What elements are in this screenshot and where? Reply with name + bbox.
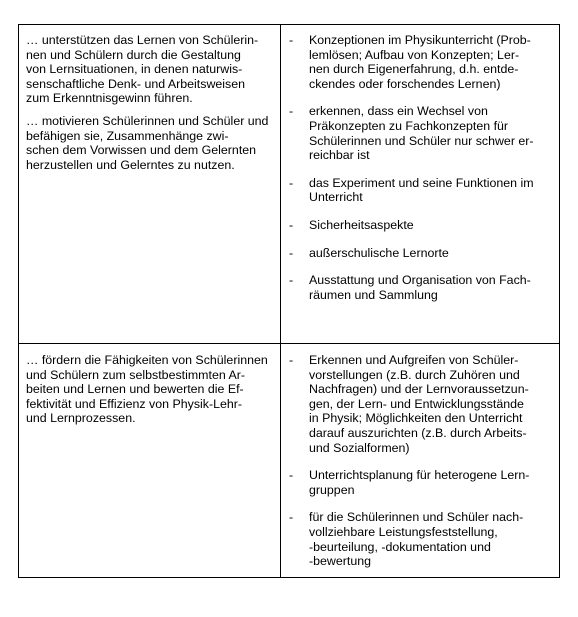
text-line: zum Erkenntnisgewinn führen. xyxy=(26,91,193,106)
content-list-item xyxy=(288,176,551,205)
list-item-text xyxy=(309,176,551,205)
text-line: vollziehbare Leistungsfeststellung, xyxy=(309,524,498,539)
text-line: nen durch Eigenerfahrung, d.h. entde- xyxy=(309,62,519,77)
list-item-text xyxy=(309,33,551,91)
dash-bullet: - xyxy=(289,245,294,260)
text-line: lemlösen; Aufbau von Konzepten; Ler- xyxy=(309,47,520,62)
table-row xyxy=(19,344,560,578)
competence-table xyxy=(18,24,560,578)
left-cell xyxy=(19,344,281,578)
text-line: befähigen sie, Zusammenhänge zwi- xyxy=(26,128,229,143)
text-line: erkennen, dass ein Wechsel von xyxy=(309,104,488,119)
list-item-text xyxy=(309,273,551,302)
text-line: fektivität und Effizienz von Physik-Lehr- xyxy=(26,396,243,411)
dash-bullet: - xyxy=(289,510,294,525)
content-list-item xyxy=(288,468,551,497)
text-line: und Sozialformen) xyxy=(309,440,410,455)
dash-bullet: - xyxy=(289,217,294,232)
text-line: außerschulische Lernorte xyxy=(309,245,449,260)
text-line: schen dem Vorwissen und dem Gelernten xyxy=(26,143,257,158)
text-line: gen, der Lern- und Entwicklungsstände xyxy=(309,396,524,411)
list-item-text xyxy=(309,218,551,233)
text-line: … unterstützen das Lernen von Schülerin- xyxy=(26,33,259,47)
content-list-item xyxy=(288,273,551,302)
dash-bullet: - xyxy=(289,353,294,367)
content-list-item xyxy=(288,510,551,568)
text-line: Unterricht xyxy=(309,190,363,205)
list-item-text xyxy=(309,246,551,261)
text-line: gruppen xyxy=(309,482,355,497)
text-line: nen und Schülern durch die Gestaltung xyxy=(26,47,241,62)
table-row xyxy=(19,25,560,344)
text-line: reichbar ist xyxy=(309,148,370,163)
list-item-text xyxy=(309,510,551,568)
text-line: räumen und Sammlung xyxy=(309,287,438,302)
dash-bullet: - xyxy=(289,104,294,119)
content-list-item xyxy=(288,353,551,455)
dash-bullet: - xyxy=(289,273,294,288)
text-line: Ausstattung und Organisation von Fach- xyxy=(309,273,531,288)
text-line: das Experiment und seine Funktionen im xyxy=(309,175,534,190)
text-line: für die Schülerinnen und Schüler nach- xyxy=(309,510,524,525)
text-line: darauf auszurichten (z.B. durch Arbeits- xyxy=(309,425,527,440)
competence-description xyxy=(26,114,272,172)
text-line: beiten und Lernen und bewerten die Ef- xyxy=(26,382,244,397)
left-cell xyxy=(19,25,281,344)
text-line: … fördern die Fähigkeiten von Schülerinnen xyxy=(26,353,268,367)
content-list-item xyxy=(288,104,551,162)
text-line: herzustellen und Gelerntes zu nutzen. xyxy=(26,157,235,172)
text-line: Sicherheitsaspekte xyxy=(309,217,414,232)
content-list-item xyxy=(288,246,551,261)
text-line: Nachfragen) und der Lernvoraussetzun- xyxy=(309,382,529,397)
text-line: Erkennen und Aufgreifen von Schüler- xyxy=(309,353,519,367)
list-item-text xyxy=(309,104,551,162)
right-cell xyxy=(281,344,560,578)
text-line: Präkonzepten zu Fachkonzepten für xyxy=(309,118,509,133)
text-line: ckendes oder forschendes Lernen) xyxy=(309,76,501,91)
text-line: und Lernprozessen. xyxy=(26,411,136,426)
text-line: in Physik; Möglichkeiten den Unterricht xyxy=(309,411,523,426)
right-cell xyxy=(281,25,560,344)
text-line: Unterrichtsplanung für heterogene Lern- xyxy=(309,468,530,483)
text-line: Schülerinnen und Schüler nur schwer er- xyxy=(309,133,534,148)
dash-bullet: - xyxy=(289,175,294,190)
text-line: vorstellungen (z.B. durch Zuhören und xyxy=(309,367,520,382)
text-line: und Schülern zum selbstbestimmten Ar- xyxy=(26,367,245,382)
competence-description xyxy=(26,33,272,106)
content-list-item xyxy=(288,218,551,233)
list-item-text xyxy=(309,468,551,497)
dash-bullet: - xyxy=(289,33,294,47)
competence-description xyxy=(26,353,272,426)
text-line: Konzeptionen im Physikunterricht (Prob- xyxy=(309,33,531,47)
text-line: -beurteilung, -dokumentation und xyxy=(309,539,491,554)
text-line: -bewertung xyxy=(309,554,371,569)
text-line: … motivieren Schülerinnen und Schüler und xyxy=(26,113,269,128)
dash-bullet: - xyxy=(289,468,294,483)
text-line: von Lernsituationen, in denen naturwis- xyxy=(26,62,243,77)
text-line: senschaftliche Denk- und Arbeitsweisen xyxy=(26,76,246,91)
content-list-item xyxy=(288,33,551,91)
list-item-text xyxy=(309,353,551,455)
